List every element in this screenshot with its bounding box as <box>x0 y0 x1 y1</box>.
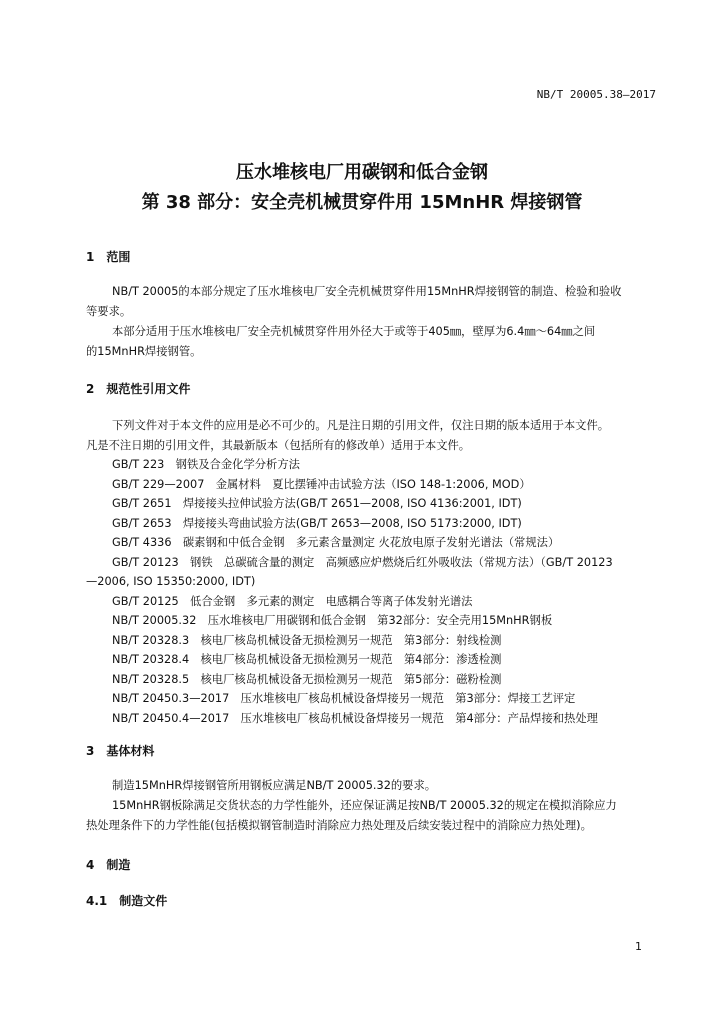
section-1-para2-line1: 本部分适用于压水堆核电厂安全壳机械贯穿件用外径大于或等于405㎜，壁厚为6.4㎜～64㎜之间 <box>112 325 596 338</box>
reference-item: GB/T 223 钢铁及合金化学分析方法 <box>112 458 300 471</box>
standard-code: NB/T 20005.38—2017 <box>536 88 656 101</box>
reference-item: GB/T 229—2007 金属材料 夏比摆锤冲击试验方法（ISO 148-1:2006, MOD） <box>112 477 531 491</box>
reference-item: GB/T 20123 钢铁 总碳硫含量的测定 高频感应炉燃烧后红外吸收法（常规方法）（GB/T 20123 <box>112 555 613 569</box>
section-3-heading: 3 基体材料 <box>86 744 155 758</box>
section-3-para1: 制造15MnHR焊接钢管所用钢板应满足NB/T 20005.32的要求。 <box>112 779 437 792</box>
section-1-para1-line2: 等要求。 <box>86 305 132 318</box>
section-3-para2-line2: 热处理条件下的力学性能(包括模拟钢管制造时消除应力热处理及后续安装过程中的消除应力热处理)。 <box>86 819 592 832</box>
page-number: 1 <box>635 940 642 953</box>
reference-item: NB/T 20328.4 核电厂核岛机械设备无损检测另一规范 第4部分：渗透检测 <box>112 653 502 666</box>
reference-item: GB/T 2653 焊接接头弯曲试验方法(GB/T 2653—2008, ISO 5173:2000, IDT) <box>112 516 522 530</box>
reference-item: NB/T 20328.5 核电厂核岛机械设备无损检测另一规范 第5部分：磁粉检测 <box>112 672 502 686</box>
reference-item: GB/T 2651 焊接接头拉伸试验方法(GB/T 2651—2008, ISO 4136:2001, IDT) <box>112 497 522 510</box>
section-1-para1-line1: NB/T 20005的本部分规定了压水堆核电厂安全壳机械贯穿件用15MnHR焊接钢管的制造、检验和验收 <box>112 285 622 298</box>
document-title-line2: 第 38 部分：安全壳机械贯穿件用 15MnHR 焊接钢管 <box>141 192 583 213</box>
section-4-1-heading: 4.1 制造文件 <box>86 894 168 908</box>
section-1-heading: 1 范围 <box>86 250 131 264</box>
section-1-para2-line2: 的15MnHR焊接钢管。 <box>86 345 202 358</box>
section-2-intro-line1: 下列文件对于本文件的应用是必不可少的。凡是注日期的引用文件，仅注日期的版本适用于本文件。 <box>112 419 610 432</box>
section-3-body <box>86 776 658 836</box>
reference-item: GB/T 20125 低合金钢 多元素的测定 电感耦合等离子体发射光谱法 <box>112 594 473 608</box>
section-3-para2-line1: 15MnHR钢板除满足交货状态的力学性能外，还应保证满足按NB/T 20005.32的规定在模拟消除应力 <box>112 799 617 812</box>
reference-item: NB/T 20005.32 压水堆核电厂用碳钢和低合金钢 第32部分：安全壳用15MnHR钢板 <box>112 614 553 627</box>
reference-item: NB/T 20450.4—2017 压水堆核电厂核岛机械设备焊接另一规范 第4部分：产品焊接和热处理 <box>112 711 598 725</box>
section-4-heading: 4 制造 <box>86 858 131 872</box>
reference-item: GB/T 4336 碳素钢和中低合金钢 多元素含量测定 火花放电原子发射光谱法（常规法） <box>112 536 560 549</box>
section-2-heading: 2 规范性引用文件 <box>86 382 191 396</box>
reference-item-continuation: —2006, ISO 15350:2000, IDT) <box>86 575 256 588</box>
section-1-body <box>86 282 658 362</box>
reference-list <box>86 455 662 728</box>
document-title-line1: 压水堆核电厂用碳钢和低合金钢 <box>236 162 488 183</box>
section-2-intro <box>86 416 658 456</box>
reference-item: NB/T 20450.3—2017 压水堆核电厂核岛机械设备焊接另一规范 第3部分：焊接工艺评定 <box>112 692 576 705</box>
reference-item: NB/T 20328.3 核电厂核岛机械设备无损检测另一规范 第3部分：射线检测 <box>112 633 502 647</box>
section-2-intro-line2: 凡是不注日期的引用文件，其最新版本（包括所有的修改单）适用于本文件。 <box>86 439 471 452</box>
